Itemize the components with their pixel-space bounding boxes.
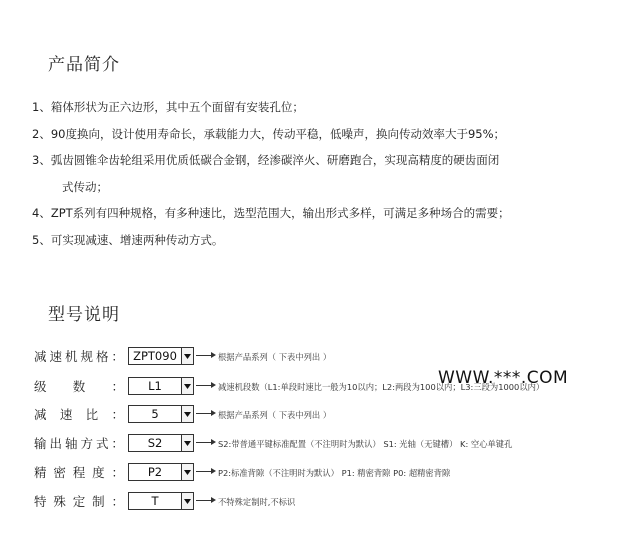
output-shaft-description: S2:带普通平键标准配置（不注明时为默认） S1: 光轴（无键槽） K: 空心单键孔 <box>218 439 513 449</box>
label-char: 特 <box>34 494 47 509</box>
reduction-ratio-row <box>34 404 332 424</box>
precision-grade-label <box>34 463 124 481</box>
label-char: 规 <box>80 349 93 364</box>
label-char: 方 <box>80 436 93 451</box>
arrow-right-icon <box>196 413 212 414</box>
label-char: 输 <box>34 436 47 451</box>
stage-count-label <box>34 377 124 395</box>
chevron-down-icon[interactable] <box>181 348 193 364</box>
reduction-ratio-label <box>34 405 124 423</box>
stage-count-row <box>34 376 545 396</box>
product-intro-title: 产品简介 <box>48 55 120 75</box>
reducer-spec-select[interactable] <box>128 347 194 365</box>
arrow-right-icon <box>196 385 212 386</box>
label-char: 制 <box>92 494 105 509</box>
label-char: ： <box>111 379 124 394</box>
label-char: ： <box>111 407 124 422</box>
label-char: 密 <box>53 465 66 480</box>
output-shaft-value: S2 <box>147 436 163 450</box>
arrow-right-icon <box>196 500 212 501</box>
intro-line: 5、可实现减速、增速两种传动方式。 <box>32 232 224 247</box>
label-char: ： <box>111 349 124 364</box>
label-char: 程 <box>72 465 86 480</box>
intro-line: 1、箱体形状为正六边形，其中五个面留有安装孔位； <box>32 100 304 114</box>
chevron-down-icon[interactable] <box>181 378 193 394</box>
label-char: 机 <box>64 349 78 364</box>
precision-grade-value: P2 <box>147 465 163 479</box>
label-char: ： <box>111 436 124 451</box>
intro-line-continuation: 式传动； <box>62 179 108 194</box>
label-char: 减 <box>34 349 47 364</box>
reduction-ratio-select[interactable] <box>128 405 194 423</box>
intro-line: 2、90度换向，设计使用寿命长，承载能力大，传动平稳，低噪声，换向传动效率大于95%； <box>32 126 506 141</box>
label-char: 比 <box>85 407 99 422</box>
label-char: ： <box>111 494 124 509</box>
intro-line: 4、ZPT系列有四种规格，有多种速比，选型范围大，输出形式多样，可满足多种场合的需要； <box>32 206 510 220</box>
output-shaft-select[interactable] <box>128 434 194 452</box>
label-char: ： <box>111 465 124 480</box>
reducer-spec-row <box>34 346 332 366</box>
stage-count-value: L1 <box>148 379 162 393</box>
label-char: 轴 <box>64 436 78 451</box>
custom-spec-label <box>34 492 124 510</box>
precision-grade-description: P2:标准背隙（不注明时为默认） P1: 精密背隙 P0: 超精密背隙 <box>218 468 451 478</box>
stage-count-description: 减速机段数（L1:单段时速比一般为10以内；L2:两段为100以内；L3:三段为1000以内） <box>218 382 545 392</box>
model-desc-title: 型号说明 <box>48 305 120 325</box>
chevron-down-icon[interactable] <box>181 435 193 451</box>
label-char: 殊 <box>53 494 66 509</box>
arrow-right-icon <box>196 355 212 356</box>
arrow-right-icon <box>196 442 212 443</box>
custom-spec-description: 不特殊定制时,不标识 <box>218 497 296 507</box>
label-char: 速 <box>49 349 62 364</box>
custom-spec-value: T <box>151 494 159 508</box>
label-char: 度 <box>92 465 105 480</box>
chevron-down-icon[interactable] <box>181 464 193 480</box>
custom-spec-row <box>34 491 296 511</box>
chevron-down-icon[interactable] <box>181 406 193 422</box>
label-char: 定 <box>72 494 86 509</box>
label-char: 数 <box>72 379 86 394</box>
arrow-right-icon <box>196 471 212 472</box>
reduction-ratio-description: 根据产品系列（ 下表中列出 ） <box>218 410 332 420</box>
reducer-spec-description: 根据产品系列（ 下表中列出 ） <box>218 352 332 362</box>
chevron-down-icon[interactable] <box>181 493 193 509</box>
precision-grade-row <box>34 462 451 482</box>
product-intro-list <box>32 94 612 253</box>
label-char: 出 <box>49 436 62 451</box>
stage-count-select[interactable] <box>128 377 194 395</box>
label-char: 级 <box>34 379 47 394</box>
label-char: 减 <box>34 407 47 422</box>
watermark: WWW.***.COM <box>438 368 569 388</box>
label-char: 格 <box>95 349 109 364</box>
reducer-spec-value: ZPT090 <box>133 349 177 363</box>
output-shaft-row <box>34 433 513 453</box>
output-shaft-label <box>34 434 124 452</box>
reduction-ratio-value: 5 <box>151 407 159 421</box>
label-char: 式 <box>95 436 109 451</box>
intro-line: 3、弧齿圆锥伞齿轮组采用优质低碳合金钢，经渗碳淬火、研磨跑合，实现高精度的硬齿面闭 <box>32 153 500 167</box>
custom-spec-select[interactable] <box>128 492 194 510</box>
reducer-spec-label <box>34 347 124 365</box>
precision-grade-select[interactable] <box>128 463 194 481</box>
label-char: 速 <box>59 407 73 422</box>
label-char: 精 <box>34 465 47 480</box>
